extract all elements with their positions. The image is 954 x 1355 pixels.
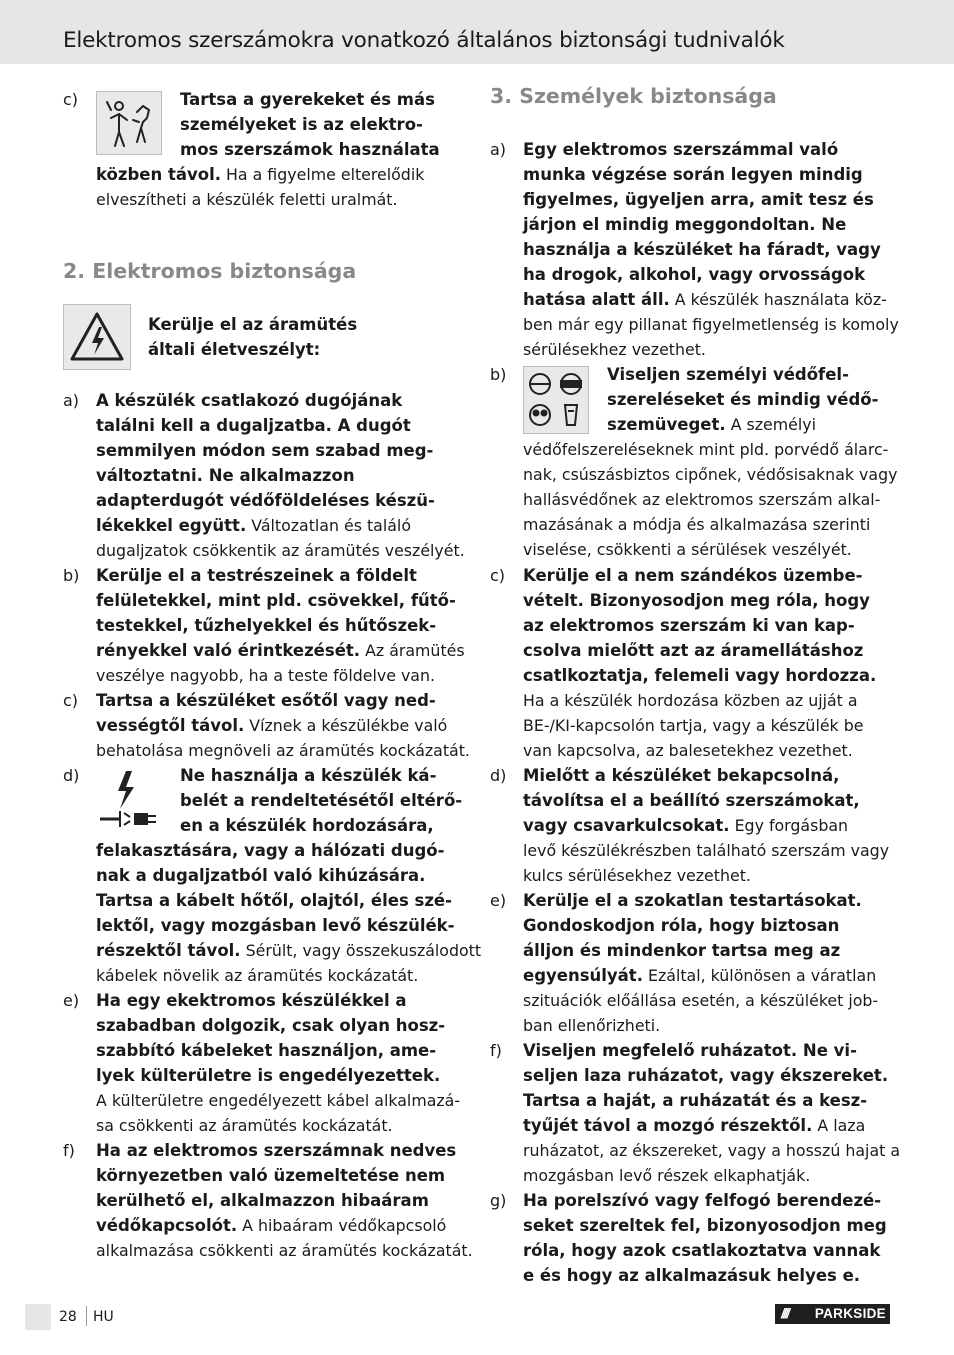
text-line: ha drogok, alkohol, vagy orvosságok bbox=[523, 265, 866, 284]
text-line: nak a dugaljzatból való kihúzására. bbox=[96, 866, 426, 885]
item-label: a) bbox=[63, 391, 80, 410]
text-line: vagy csavarkulcsokat. Egy forgásban bbox=[523, 816, 849, 835]
text-line: sa csökkenti az áramütés kockázatát. bbox=[96, 1116, 393, 1135]
text-line: behatolása megnöveli az áramütés kockázatát. bbox=[96, 741, 470, 760]
item-label: c) bbox=[63, 691, 79, 710]
text-line: Kerülje el az áramütés bbox=[148, 315, 358, 334]
item-label: d) bbox=[63, 766, 80, 785]
text-line: Tartsa a készüléket esőtől vagy ned- bbox=[96, 691, 436, 710]
text-line: Ha az elektromos szerszámnak nedves bbox=[96, 1141, 457, 1160]
text-line: tyűjét távol a mozgó részektől. A laza bbox=[523, 1116, 866, 1135]
text-line: kábelek növelik az áramütés kockázatát. bbox=[96, 966, 419, 985]
text-line: hatása alatt áll. A készülék használata köz- bbox=[523, 290, 887, 309]
text-line: van kapcsolva, az balesetekhez vezethet. bbox=[523, 741, 853, 760]
text-line: lyek külterületre is engedélyezettek. bbox=[96, 1066, 441, 1085]
text-line: vételt. Bizonyosodjon meg róla, hogy bbox=[523, 591, 870, 610]
text-line: elveszítheti a készülék feletti uralmát. bbox=[96, 190, 398, 209]
item-label: e) bbox=[490, 891, 507, 910]
section-title: 3. Személyek biztonsága bbox=[490, 84, 777, 108]
text-line: adapterdugót védőföldeléses készü- bbox=[96, 491, 435, 510]
footer-divider bbox=[86, 1306, 87, 1326]
text-line: Kerülje el a szokatlan testartásokat. bbox=[523, 891, 862, 910]
text-line: kerülhető el, alkalmazzon hibaáram bbox=[96, 1191, 429, 1210]
text-line: seljen laza ruházatot, vagy ékszereket. bbox=[523, 1066, 889, 1085]
text-line: Kerülje el a testrészeinek a földelt bbox=[96, 566, 417, 585]
text-line: személyeket is az elektro- bbox=[180, 115, 423, 134]
text-line: ban ellenőrizheti. bbox=[523, 1016, 661, 1035]
text-line: álljon és mindenkor tartsa meg az bbox=[523, 941, 841, 960]
text-line: szemüveget. A személyi bbox=[607, 415, 816, 434]
item-label: c) bbox=[490, 566, 506, 585]
text-line: Ha a készülék hordozása közben az ujját a bbox=[523, 691, 858, 710]
text-line: használja a készüléket ha fáradt, vagy bbox=[523, 240, 881, 259]
text-line: Tartsa a haját, a ruházatát és a kesz- bbox=[523, 1091, 868, 1110]
text-line: belét a rendeltetésétől eltérő- bbox=[180, 791, 463, 810]
text-line: en a készülék hordozására, bbox=[180, 816, 434, 835]
text-line: viselése, csökkenti a sérülések veszélyét. bbox=[523, 540, 852, 559]
text-line: A külterületre engedélyezett kábel alkalmazá- bbox=[96, 1091, 461, 1110]
section-title: 2. Elektromos biztonsága bbox=[63, 259, 357, 283]
text-line: róla, hogy azok csatlakoztatva vannak bbox=[523, 1241, 881, 1260]
text-line: Ha porelszívó vagy felfogó berendezé- bbox=[523, 1191, 882, 1210]
item-label: d) bbox=[490, 766, 507, 785]
item-label: b) bbox=[490, 365, 507, 384]
protective-equipment-icon bbox=[523, 366, 589, 434]
text-line: BE-/KI-kapcsolón tartja, vagy a készülék be bbox=[523, 716, 864, 735]
text-line: járjon el mindig meggondoltan. Ne bbox=[523, 215, 847, 234]
text-line: kulcs sérülésekhez vezethet. bbox=[523, 866, 751, 885]
text-line: szituációk előállása esetén, a készüléket job- bbox=[523, 991, 879, 1010]
text-line: ruházatot, az ékszereket, vagy a hosszú hajat a bbox=[523, 1141, 901, 1160]
text-line: vességtől távol. Víznek a készülékbe való bbox=[96, 716, 448, 735]
text-line: seket szereltek fel, bizonyosodjon meg bbox=[523, 1216, 887, 1235]
text-line: Egy elektromos szerszámmal való bbox=[523, 140, 839, 159]
text-line: figyelmes, ügyeljen arra, amit tesz és bbox=[523, 190, 874, 209]
text-line: A készülék csatlakozó dugójának bbox=[96, 391, 403, 410]
brand-logo bbox=[775, 1304, 890, 1324]
text-line: szereléseket és mindig védő- bbox=[607, 390, 879, 409]
text-line: védőkapcsolót. A hibaáram védőkapcsoló bbox=[96, 1216, 447, 1235]
text-line: csatlkoztatja, felemeli vagy hordozza. bbox=[523, 666, 877, 685]
text-line: részektől távol. Sérült, vagy összekuszálodott bbox=[96, 941, 482, 960]
language-code: HU bbox=[93, 1309, 114, 1325]
text-line: változtatni. Ne alkalmazzon bbox=[96, 466, 355, 485]
item-label: e) bbox=[63, 991, 80, 1010]
item-label: f) bbox=[63, 1141, 75, 1160]
text-line: Ne használja a készülék ká- bbox=[180, 766, 437, 785]
text-line: lektől, vagy mozgásban levő készülék- bbox=[96, 916, 455, 935]
cable-damage-icon bbox=[96, 767, 160, 833]
text-line: felületekkel, mint pld. csövekkel, fűtő- bbox=[96, 591, 456, 610]
text-line: Tartsa a kábelt hőtől, olajtól, éles szé- bbox=[96, 891, 452, 910]
text-line: levő készülékrészben található szerszám vagy bbox=[523, 841, 890, 860]
children-keep-away-icon bbox=[96, 91, 162, 155]
text-line: sérülésekhez vezethet. bbox=[523, 340, 706, 359]
text-line: rényekkel való érintkezését. Az áramütés bbox=[96, 641, 465, 660]
text-line: lékekkel együtt. Változatlan és találó bbox=[96, 516, 411, 535]
text-line: környezetben való üzemeltetése nem bbox=[96, 1166, 446, 1185]
text-line: szabbító kábeleket használjon, ame- bbox=[96, 1041, 437, 1060]
text-line: találni kell a dugaljzatba. A dugót bbox=[96, 416, 411, 435]
text-line: testekkel, tűzhelyekkel és hűtőszek- bbox=[96, 616, 437, 635]
item-label: f) bbox=[490, 1041, 502, 1060]
item-label: b) bbox=[63, 566, 80, 585]
text-line: munka végzése során legyen mindig bbox=[523, 165, 863, 184]
text-line: az elektromos szerszám ki van kap- bbox=[523, 616, 855, 635]
item-label: c) bbox=[63, 90, 79, 109]
text-line: csolva mielőtt azt az áramellátáshoz bbox=[523, 641, 864, 660]
item-label: g) bbox=[490, 1191, 507, 1210]
text-line: felakasztására, vagy a hálózati dugó- bbox=[96, 841, 445, 860]
item-label: a) bbox=[490, 140, 507, 159]
text-line: mazásának a módja és alkalmazása szerinti bbox=[523, 515, 871, 534]
text-line: Gondoskodjon róla, hogy biztosan bbox=[523, 916, 840, 935]
text-line: általi életveszélyt: bbox=[148, 340, 321, 359]
text-line: e és hogy az alkalmazásuk helyes e. bbox=[523, 1266, 861, 1285]
text-line: távolítsa el a beállító szerszámokat, bbox=[523, 791, 860, 810]
text-line: Ha egy ekektromos készülékkel a bbox=[96, 991, 407, 1010]
text-line: szabadban dolgozik, csak olyan hosz- bbox=[96, 1016, 446, 1035]
text-line: dugaljzatok csökkentik az áramütés veszélyét. bbox=[96, 541, 465, 560]
text-line: mos szerszámok használata bbox=[180, 140, 440, 159]
text-line: alkalmazása csökkenti az áramütés kockázatát. bbox=[96, 1241, 473, 1260]
text-line: nak, csúszásbiztos cipőnek, védősisaknak vagy bbox=[523, 465, 898, 484]
text-line: ben már egy pillanat figyelmetlenség is komoly bbox=[523, 315, 899, 334]
text-line: Mielőtt a készüléket bekapcsolná, bbox=[523, 766, 840, 785]
text-line: mozgásban levő részek elkaphatják. bbox=[523, 1166, 811, 1185]
text-line: Tartsa a gyerekeket és más bbox=[180, 90, 435, 109]
text-line: közben távol. Ha a figyelme elterelődik bbox=[96, 165, 425, 184]
text-line: egyensúlyát. Ezáltal, különösen a váratlan bbox=[523, 966, 877, 985]
text-line: hallásvédőnek az elektromos szerszám alkal- bbox=[523, 490, 881, 509]
text-line: Viseljen megfelelő ruházatot. Ne vi- bbox=[523, 1041, 857, 1060]
text-line: Viseljen személyi védőfel- bbox=[607, 365, 849, 384]
footer-marker bbox=[25, 1304, 51, 1330]
page-title: Elektromos szerszámokra vonatkozó általános biztonsági tudnivalók bbox=[63, 28, 785, 53]
text-line: védőfelszereléseknek mint pld. porvédő álarc- bbox=[523, 440, 889, 459]
brand-mark: //// bbox=[781, 1306, 789, 1321]
text-line: semmilyen módon sem szabad meg- bbox=[96, 441, 434, 460]
electric-warning-icon bbox=[63, 304, 131, 370]
brand-name: PARKSIDE bbox=[814, 1306, 886, 1321]
text-line: veszélye nagyobb, ha a teste földelve van. bbox=[96, 666, 436, 685]
page-number: 28 bbox=[59, 1309, 77, 1325]
text-line: Kerülje el a nem szándékos üzembe- bbox=[523, 566, 863, 585]
